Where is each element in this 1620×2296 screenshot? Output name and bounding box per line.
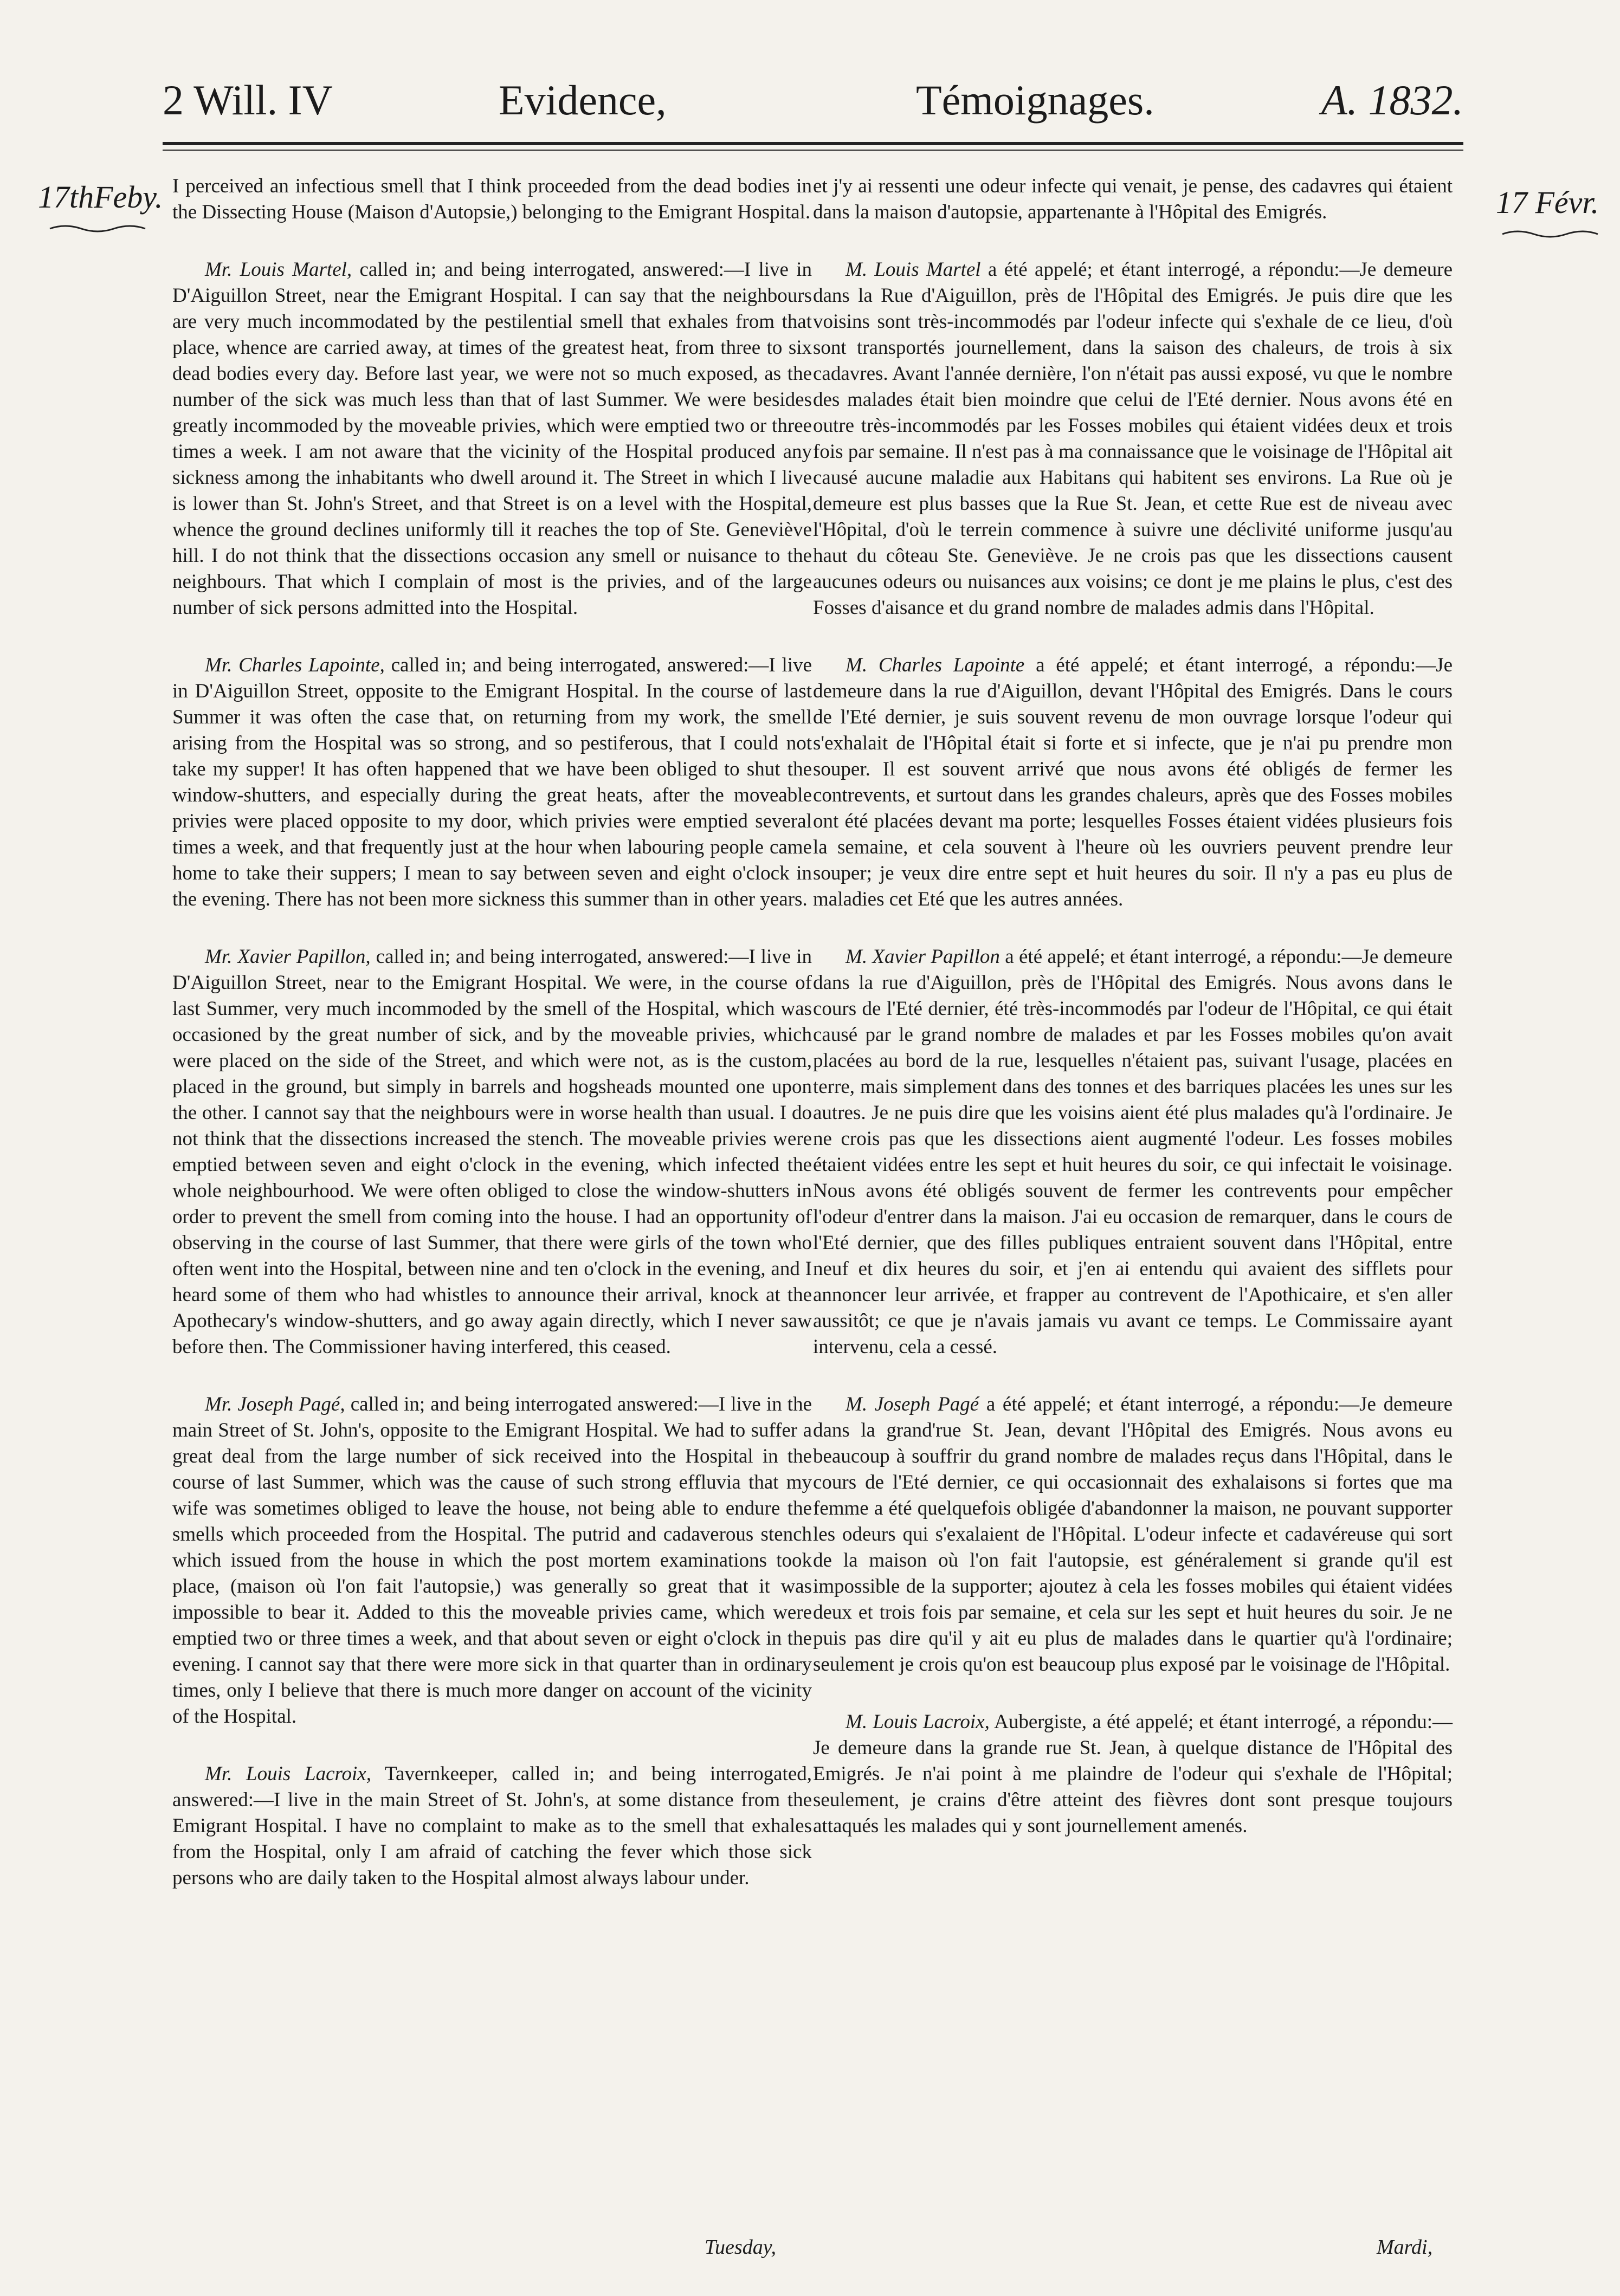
french-testimony-martel — [813, 257, 1453, 621]
page-header — [163, 76, 1463, 135]
margin-date-right: 17 Févr. — [1496, 185, 1599, 220]
flourish-left-icon — [49, 222, 146, 235]
english-paragraph-continuation: I perceived an infectious smell that I think proceeded from the dead bodies in the Dissecting House (Maison d'Autopsie,) belonging to the Emigrant Hospital. — [172, 175, 812, 223]
testimony-text: a été appelé; et étant interrogé, a répondu:—Je demeure dans la grand'rue St. Jean, devant l'Hôpital des Emigrés. Nous avons eu beaucoup à souffrir du grand nombre de malades reçus dans l'Hôpital, dans le cours de l'Eté dernier, ce qui occasionnait des exhalaisons si fortes que ma femme a été quelquefois obligée d'abandonner la maison, ne pouvant supporter les odeurs qui s'exalaient de l'Hôpital. L'odeur infecte et cadavéreuse qui sort de la maison où l'on fait l'autopsie, est généralement si grande qu'il est impossible de la supporter; ajoutez à cela les fosses mobiles qui étaient vidées deux et trois fois par semaine, et cela sur les sept et huit heures du soir. Je ne puis pas dire qu'il y ait eu plus de malades dans le quartier qu'à l'ordinaire; seulement je crois qu'on est beaucoup plus exposé par le voisinage de l'Hôpital. — [813, 1393, 1453, 1676]
witness-name: M. Louis Martel — [846, 258, 981, 281]
testimony-text: called in; and being interrogated, answered:—I live in D'Aiguillon Street, opposite to the Emigrant Hospital. In the course of last Summer it was often the case that, on returning from my work, the smell arising from the Hospital was so strong, and so pestiferous, that I could not take my supper! It has often happened that we have been obliged to shut the window-shutters, and especially during the great heats, after the moveable privies were placed opposite to my door, which privies were emptied several times a week, and that frequently just at the hour when labouring people came home to take their suppers; I mean to say between seven and eight o'clock in the evening. There has not been more sickness this summer than in other years. — [172, 654, 812, 910]
testimony-text: a été appelé; et étant interrogé, a répondu:—Je demeure dans la Rue d'Aiguillon, près de l'Hôpital des Emigrés. Je puis dire que les voisins sont très-incommodés par l'odeur infecte qui s'exhale de ce lieu, d'où sont transportés journellement, dans la saison des chaleurs, de trois à six cadavres. Avant l'année dernière, l'on n'était pas aussi exposé, vu que le nombre des malades était bien moindre que celui de l'Eté dernier. Nous avons été en outre très-incommodés par les Fosses mobiles qui étaient vidées deux et trois fois par semaine. Il n'est pas à ma connaissance que le voisinage de l'Hôpital ait causé aucune maladie aux Habitans qui habitent ses environs. La Rue où je demeure est plus basses que la Rue St. Jean, et cette Rue est de niveau avec l'Hôpital, d'où le terrein commence à suivre une déclivité uniforme jusqu'au haut du côteau Ste. Geneviève. Je ne crois pas que les dissections causent aucunes odeurs ou nuisances aux voisins; ce dont je me plains le plus, c'est des Fosses d'aisance et du grand nombre de malades admis dans l'Hôpital. — [813, 258, 1453, 619]
header-regnal-year: 2 Will. IV — [163, 76, 333, 124]
english-catchword: Tuesday, — [705, 2236, 776, 2259]
margin-date-left: 17thFeby. — [38, 179, 163, 215]
english-testimony-martel — [172, 257, 812, 621]
flourish-right-icon — [1501, 228, 1599, 241]
english-testimony-lapointe — [172, 652, 812, 913]
french-testimony-page — [813, 1392, 1453, 1678]
witness-name: Mr. Louis Martel, — [205, 258, 352, 281]
witness-name: M. Louis Lacroix, — [846, 1711, 990, 1733]
english-testimony-page — [172, 1392, 812, 1730]
english-testimony-papillon — [172, 944, 812, 1360]
french-catchword: Mardi, — [1377, 2236, 1433, 2259]
witness-name: Mr. Joseph Pagé, — [205, 1393, 345, 1415]
french-paragraph-continuation: et j'y ai ressenti une odeur infecte qui venait, je pense, des cadavres qui étaient dans la maison d'autopsie, appartenante à l'Hôpital des Emigrés. — [813, 175, 1453, 223]
header-year: A. 1832. — [1321, 76, 1463, 124]
testimony-text: Tavernkeeper, called in; and being interrogated, answered:—I live in the main Street of St. John's, at some distance from the Emigrant Hospital. I have no complaint to make as to the smell that exhales from the Hospital, only I am afraid of catching the fever which those sick persons who are daily taken to the Hospital almost always labour under. — [172, 1763, 812, 1889]
english-column — [172, 173, 812, 1923]
header-temoignages: Témoignages. — [916, 76, 1154, 124]
french-column — [813, 173, 1453, 1871]
witness-name: Mr. Charles Lapointe, — [205, 654, 385, 676]
witness-name: Mr. Xavier Papillon, — [205, 946, 371, 968]
testimony-text: Aubergiste, a été appelé; et étant interrogé, a répondu:—Je demeure dans la grande rue St. Jean, à quelque distance de l'Hôpital des Emigrés. Je n'ai point à me plaindre de l'odeur qui s'exhale de l'Hôpital; seulement, je crains d'être atteint des fièvres dont sont presque toujours attaqués les malades qui y sont journellement amenés. — [813, 1711, 1453, 1837]
testimony-text: called in; and being interrogated, answered:—I live in D'Aiguillon Street, near the Emigrant Hospital. I can say that the neighbours are very much incommodated by the pestilential smell that exhales from that place, whence are carried away, at times of the greatest heat, from three to six dead bodies every day. Before last year, we were not so much exposed, as the number of the sick was much less than that of last Summer. We were besides greatly incommoded by the moveable privies, which were emptied two or three times a week. I am not aware that the vicinity of the Hospital produced any sickness among the inhabitants who dwell around it. The Street in which I live is lower than St. John's Street, and that Street is on a level with the Hospital, whence the ground declines uniformly till it reaches the top of Ste. Geneviève hill. I do not think that the dissections occasion any smell or nuisance to the neighbours. That which I complain of most is the privies, and of the large number of sick persons admitted into the Hospital. — [172, 258, 812, 619]
french-testimony-lapointe — [813, 652, 1453, 913]
witness-name: M. Joseph Pagé — [846, 1393, 979, 1415]
french-testimony-papillon — [813, 944, 1453, 1360]
testimony-text: called in; and being interrogated, answered:—I live in D'Aiguillon Street, near to the Emigrant Hospital. We were, in the course of last Summer, very much incommoded by the smell of the Hospital, which was occasioned by the great number of sick, and by the moveable privies, which were placed on the side of the Street, and which were not, as is the custom, placed in the ground, but simply in barrels and hogsheads mounted one upon the other. I cannot say that the neighbours were in worse health than usual. I do not think that the dissections increased the stench. The moveable privies were emptied between seven and eight o'clock in the evening, which infected the whole neighbourhood. We were often obliged to close the window-shutters in order to prevent the smell from coming into the house. I had an opportunity of observing in the course of last Summer, that there were girls of the town who often went into the Hospital, between nine and ten o'clock in the evening, and I heard some of them who had whistles to announce their arrival, knock at the Apothecary's window-shutters, and go away again directly, which I never saw before then. The Commissioner having interfered, this ceased. — [172, 946, 812, 1358]
header-evidence: Evidence, — [499, 76, 667, 124]
header-rule-thin — [163, 150, 1463, 151]
english-testimony-lacroix — [172, 1761, 812, 1891]
witness-name: Mr. Louis Lacroix, — [205, 1763, 371, 1785]
header-rule-thick — [163, 142, 1463, 145]
witness-name: M. Charles Lapointe — [846, 654, 1025, 676]
testimony-text: a été appelé; et étant interrogé, a répondu:—Je demeure dans la rue d'Aiguillon, devant l'Hôpital des Emigrés. Dans le cours de l'Eté dernier, je suis souvent revenu de mon ouvrage lorsque l'odeur qui s'exhalait de l'Hôpital était si forte et si infecte, que je n'ai pu prendre mon souper. Il est souvent arrivé que nous avons été obligés de fermer les contrevents, et surtout dans les grandes chaleurs, après que des Fosses mobiles ont été placées devant ma porte; lesquelles Fosses étaient vidées plusieurs fois la semaine, et cela souvent à l'heure où les ouvriers peuvent prendre leur souper; je veux dire entre sept et huit heures du soir. Il n'y a pas eu plus de maladies cet Eté que les autres années. — [813, 654, 1453, 910]
witness-name: M. Xavier Papillon — [846, 946, 1000, 968]
testimony-text: a été appelé; et étant interrogé, a répondu:—Je demeure dans la rue d'Aiguillon, près de l'Hôpital des Emigrés. Nous avons dans le cours de l'Eté dernier, été très-incommodés par l'odeur de l'Hôpital, ce qui était causé par le grand nombre de malades et par les Fosses mobiles qu'on avait placées au bord de la rue, lesquelles n'étaient pas, suivant l'usage, placées en terre, mais simplement dans des tonnes et des barriques placées les unes sur les autres. Je ne puis dire que les voisins aient été plus malades qu'à l'ordinaire. Je ne crois pas que les dissections aient augmenté l'odeur. Les fosses mobiles étaient vidées entre les sept et huit heures du soir, ce qui infectait le voisinage. Nous avons été obligés souvent de fermer les contrevents pour empêcher l'odeur d'entrer dans la maison. J'ai eu occasion de remarquer, dans le cours de l'Eté dernier, que des filles publiques entraient souvent dans l'Hôpital, entre neuf et dix heures du soir, et j'en ai entendu qui avaient des sifflets pour annoncer leur arrivée, et frapper au contrevent de l'Apothicaire, et s'en aller aussitôt; ce que je n'avais jamais vu avant ce temps. Le Commissaire ayant intervenu, cela a cessé. — [813, 946, 1453, 1358]
french-testimony-lacroix — [813, 1709, 1453, 1839]
testimony-text: called in; and being interrogated answered:—I live in the main Street of St. John's, opposite to the Emigrant Hospital. We had to suffer a great deal from the large number of sick received into the Hospital in the course of last Summer, which was the cause of such strong effluvia that my wife was sometimes obliged to leave the house, not being able to endure the smells which proceeded from the Hospital. The putrid and cadaverous stench which issued from the house in which the post mortem examinations took place, (maison où l'on fait l'autopsie,) was generally so great that it was impossible to bear it. Added to this the moveable privies came, which were emptied two or three times a week, and that about seven or eight o'clock in the evening. I cannot say that there were more sick in that quarter than in ordinary times, only I believe that there is much more danger on account of the vicinity of the Hospital. — [172, 1393, 812, 1728]
